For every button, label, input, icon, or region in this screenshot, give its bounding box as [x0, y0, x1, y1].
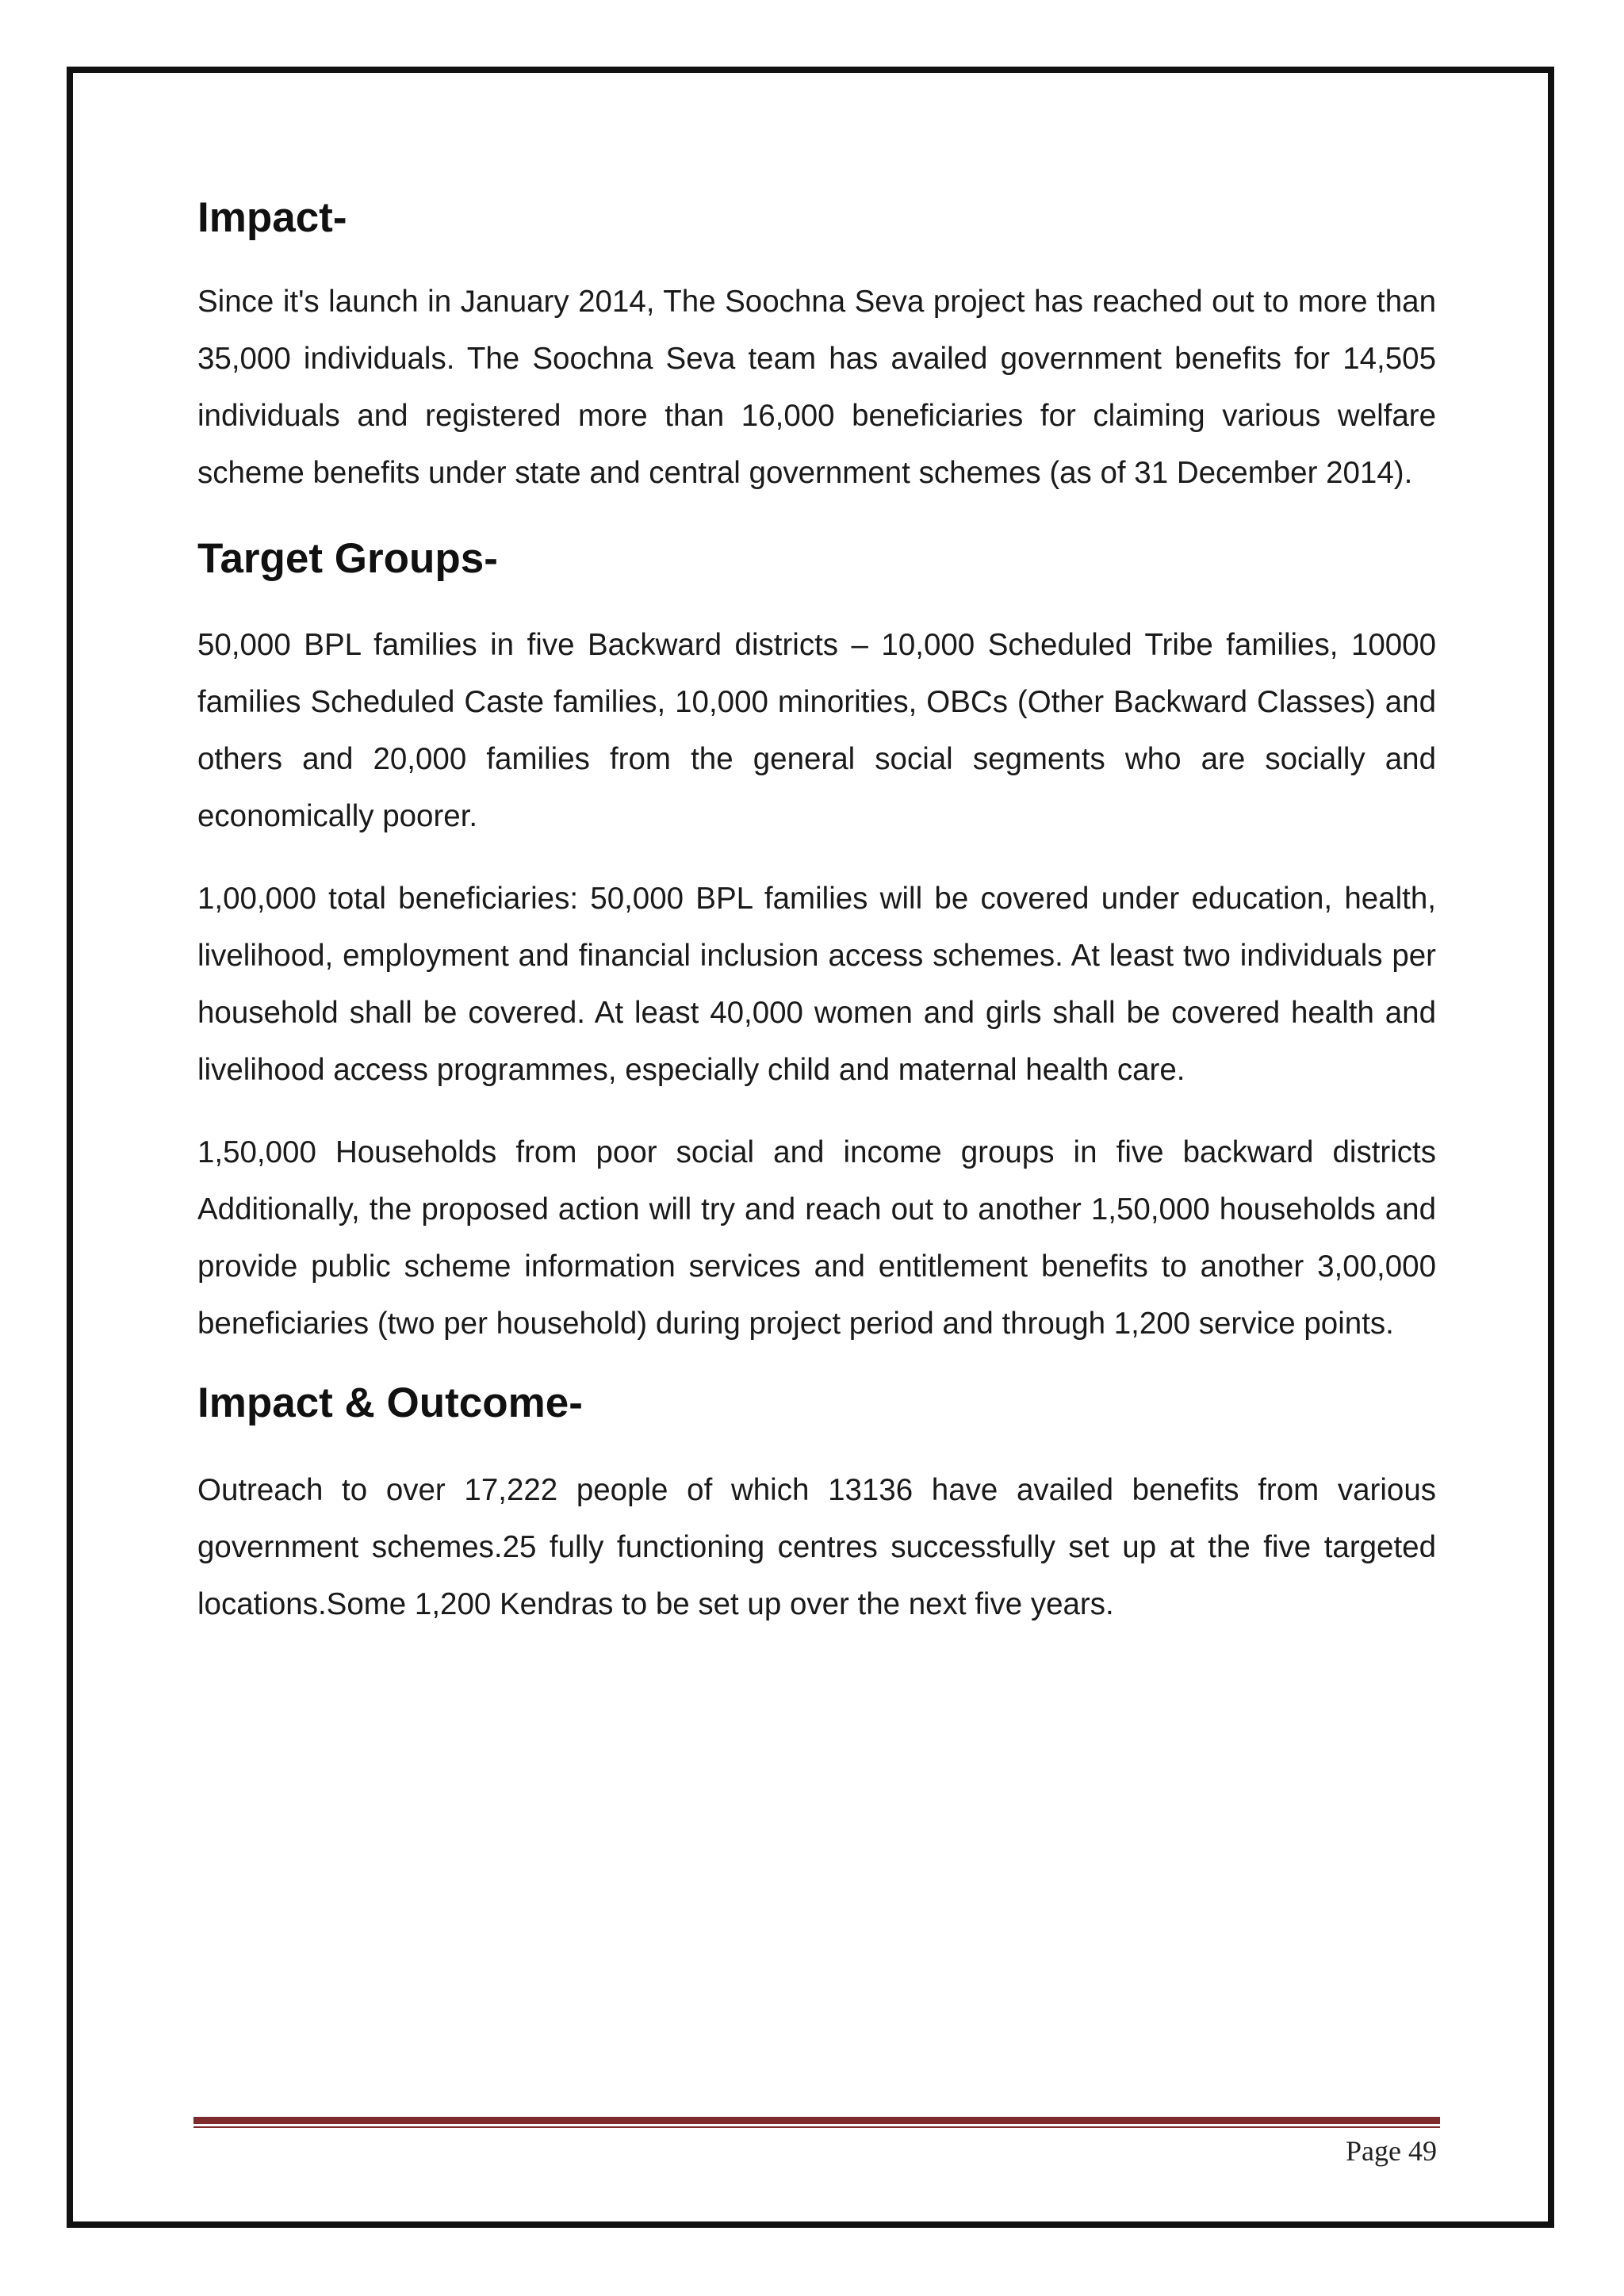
footer-divider: [193, 2117, 1440, 2128]
section-target-groups: [197, 534, 1436, 1353]
impact-paragraph-1: Since it's launch in January 2014, The Soochna Seva project has reached out to more than 35,000 individuals. The Soochna Seva team has availed government benefits for 14,505 individuals and registered more than 16,000 beneficiaries for claiming various welfare scheme benefits under state and central government schemes (as of 31 December 2014).: [197, 284, 1436, 490]
target-groups-paragraph-2: 1,00,000 total beneficiaries: 50,000 BPL families will be covered under education, health, livelihood, employment and financial inclusion access schemes. At least two individuals per household shall be covered. At least 40,000 women and girls shall be covered health and livelihood access programmes, especially child and maternal health care.: [197, 882, 1436, 1088]
section-impact-outcome: [197, 1378, 1436, 1633]
page-number: Page 49: [1346, 2135, 1437, 2167]
impact-outcome-paragraph-1: Outreach to over 17,222 people of which 13136 have availed benefits from various government schemes.25 fully functioning centres successfully set up at the five targeted locations.Some 1,200 Kendras to be set up over the next five years.: [197, 1472, 1436, 1621]
footer-divider-thin: [193, 2126, 1440, 2128]
section-impact: [197, 193, 1436, 502]
target-groups-heading: Target Groups-: [197, 534, 498, 582]
footer-divider-thick: [193, 2117, 1440, 2124]
page-content: [197, 193, 1436, 1659]
target-groups-paragraph-3: 1,50,000 Households from poor social and income groups in five backward districts Additionally, the proposed action will try and reach out to another 1,50,000 households and provide public scheme information services and entitlement benefits to another 3,00,000 beneficiaries (two per household) during project period and through 1,200 service points.: [197, 1135, 1436, 1341]
target-groups-paragraph-1: 50,000 BPL families in five Backward districts – 10,000 Scheduled Tribe families, 10000 families Scheduled Caste families, 10,000 minorities, OBCs (Other Backward Classes) and others and 20,000 families from the general social segments who are socially and economically poorer.: [197, 628, 1436, 834]
impact-outcome-heading: Impact & Outcome-: [197, 1380, 583, 1427]
impact-heading: Impact-: [197, 194, 347, 241]
